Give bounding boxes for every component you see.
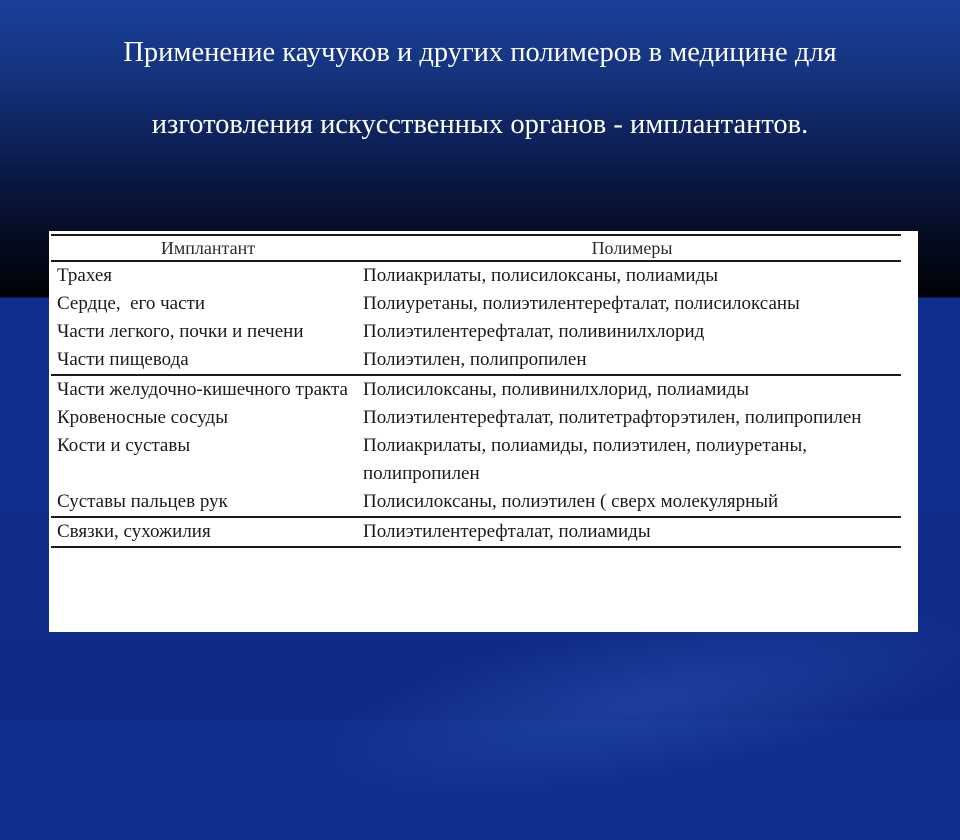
implants-table-panel xyxy=(49,231,918,632)
implant-cell: Части желудочно-кишечного тракта xyxy=(57,379,348,400)
polymers-cell: Полиакрилаты, полиамиды, полиэтилен, полиуретаны, полипропилен xyxy=(363,435,807,484)
implant-cell: Связки, сухожилия xyxy=(57,521,211,542)
table-row xyxy=(51,374,901,404)
table-row xyxy=(51,318,901,346)
implant-cell: Сердце, его части xyxy=(57,293,206,314)
polymers-cell: Полиэтилен, полипропилен xyxy=(363,349,587,370)
implant-cell: Кости и суставы xyxy=(57,435,191,456)
polymers-cell: Полиэтилентерефталат, полиамиды xyxy=(363,521,651,542)
implant-cell: Трахея xyxy=(57,265,113,286)
header-implant: Имплантант xyxy=(160,238,256,258)
title-line-2: изготовления искусственных органов - имплантантов. xyxy=(151,109,809,140)
table-row xyxy=(51,346,901,374)
polymers-cell: Полиакрилаты, полисилоксаны, полиамиды xyxy=(363,265,719,286)
polymers-cell: Полисилоксаны, поливинилхлорид, полиамиды xyxy=(363,379,749,400)
polymers-cell: Полисилоксаны, полиэтилен ( сверх молекулярный xyxy=(363,491,779,512)
polymers-cell: Полиэтилентерефталат, политетрафторэтилен, полипропилен xyxy=(363,407,862,428)
polymers-cell: Полиэтилентерефталат, поливинилхлорид xyxy=(363,321,705,342)
slide-title xyxy=(0,34,960,144)
polymers-cell: Полиуретаны, полиэтилентерефталат, полисилоксаны xyxy=(363,293,800,314)
implant-cell: Кровеносные сосуды xyxy=(57,407,228,428)
implants-table xyxy=(51,234,901,548)
table-row xyxy=(51,432,901,488)
title-line-1: Применение каучуков и других полимеров в медицине для xyxy=(123,37,837,68)
table-row xyxy=(51,290,901,318)
header-polymers: Полимеры xyxy=(591,238,673,258)
table-row xyxy=(51,488,901,516)
implant-cell: Части пищевода xyxy=(57,349,189,370)
table-header-row xyxy=(51,234,901,262)
table-row xyxy=(51,262,901,290)
table-row xyxy=(51,404,901,432)
implant-cell: Части легкого, почки и печени xyxy=(57,321,304,342)
implant-cell: Суставы пальцев рук xyxy=(57,491,228,512)
table-row xyxy=(51,516,901,548)
